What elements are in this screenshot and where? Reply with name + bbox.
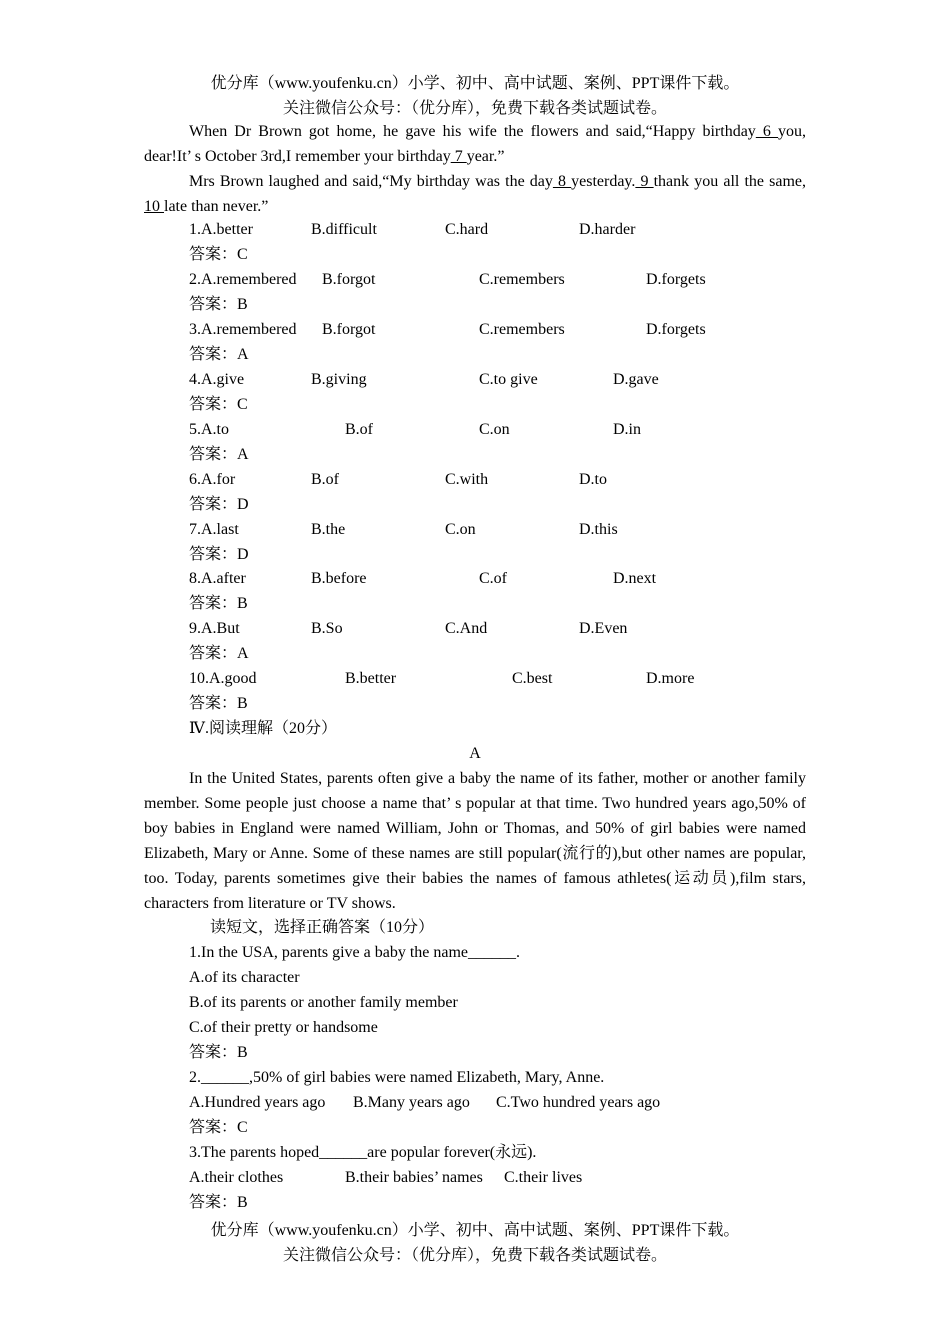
option-a: 8.A.after — [189, 570, 246, 587]
option-d: D.more — [646, 670, 695, 687]
option-c: C.remembers — [479, 321, 565, 338]
answer: 答案：B — [189, 1044, 248, 1061]
passage-text: you, dear!It’ s October 3rd,I remember your birthday — [144, 123, 806, 165]
option-b: B.of its parents or another family member — [189, 994, 458, 1011]
answer: 答案：C — [189, 396, 248, 413]
answer: 答案：A — [189, 346, 249, 363]
header-line-1: 优分库（www.youfenku.cn）小学、初中、高中试题、案例、PPT课件下载。 — [210, 75, 740, 92]
option-b: B.their babies’ names — [345, 1169, 483, 1186]
option-b: B.forgot — [322, 271, 376, 288]
option-c: C.on — [445, 521, 476, 538]
option-c: C.of their pretty or handsome — [189, 1019, 378, 1036]
option-c: C.with — [445, 471, 489, 488]
option-a: 5.A.to — [189, 421, 229, 438]
passage-text: year.” — [466, 148, 505, 165]
option-d: D.in — [613, 421, 641, 438]
answer: 答案：B — [189, 595, 248, 612]
option-c: C.on — [479, 421, 510, 438]
option-a: 6.A.for — [189, 471, 236, 488]
blank-7: 7 — [450, 148, 467, 165]
blank-10: 10 — [144, 198, 164, 215]
answer: 答案：B — [189, 1194, 248, 1211]
cloze-paragraph-2 — [144, 169, 806, 219]
option-d: D.Even — [579, 620, 628, 637]
option-c: C.their lives — [504, 1169, 583, 1186]
option-d: D.harder — [579, 221, 636, 238]
passage-text: When Dr Brown got home, he gave his wife the flowers and said,“Happy birthday — [189, 123, 756, 140]
option-a: 7.A.last — [189, 521, 239, 538]
option-b: B.giving — [311, 371, 367, 388]
answer: 答案：D — [189, 496, 249, 513]
option-c: C.remembers — [479, 271, 565, 288]
option-a: A.of its character — [189, 969, 300, 986]
question-stem: 1.In the USA, parents give a baby the name______. — [189, 944, 521, 961]
section-title: Ⅳ.阅读理解（20分） — [189, 720, 337, 737]
option-b: B.Many years ago — [353, 1094, 470, 1111]
option-b: B.of — [345, 421, 373, 438]
cloze-paragraph-1 — [144, 119, 806, 169]
option-d: D.forgets — [646, 321, 706, 338]
footer-line-1: 优分库（www.youfenku.cn）小学、初中、高中试题、案例、PPT课件下载。 — [210, 1222, 740, 1239]
option-c: C.Two hundred years ago — [496, 1094, 661, 1111]
blank-9: 9 — [635, 173, 654, 190]
option-a: A.their clothes — [189, 1169, 284, 1186]
blank-6: 6 — [755, 123, 778, 140]
option-d: D.forgets — [646, 271, 706, 288]
option-d: D.next — [613, 570, 657, 587]
blank-8: 8 — [552, 173, 572, 190]
option-a: 10.A.good — [189, 670, 257, 687]
option-a: 4.A.give — [189, 371, 245, 388]
reading-instruction: 读短文，选择正确答案（10分） — [210, 919, 435, 936]
question-stem: 2.______,50% of girl babies were named Elizabeth, Mary, Anne. — [189, 1069, 605, 1086]
answer: 答案：A — [189, 645, 249, 662]
option-a: 9.A.But — [189, 620, 240, 637]
option-a: 1.A.better — [189, 221, 253, 238]
section-part-label: A — [469, 745, 481, 762]
passage-text: late than never.” — [164, 198, 269, 215]
option-b: B.difficult — [311, 221, 377, 238]
footer-line-2: 关注微信公众号：（优分库），免费下载各类试题试卷。 — [282, 1247, 667, 1264]
option-b: B.of — [311, 471, 339, 488]
option-c: C.hard — [445, 221, 489, 238]
passage-text: yesterday. — [571, 173, 636, 190]
option-c: C.to give — [479, 371, 538, 388]
option-b: B.before — [311, 570, 367, 587]
answer: 答案：C — [189, 246, 248, 263]
answer: 答案：A — [189, 446, 249, 463]
option-c: C.of — [479, 570, 507, 587]
answer: 答案：C — [189, 1119, 248, 1136]
option-d: D.to — [579, 471, 607, 488]
option-b: B.So — [311, 620, 343, 637]
option-a: 2.A.remembered — [189, 271, 297, 288]
option-a: 3.A.remembered — [189, 321, 297, 338]
passage-text: thank you all the same, — [653, 173, 806, 190]
option-a: A.Hundred years ago — [189, 1094, 326, 1111]
answer: 答案：B — [189, 695, 248, 712]
reading-passage-text: In the United States, parents often give a baby the name of its father, mother or another family member. Some people just choose a name that’ s popular at that time. Two hundred years ago,50% of boy babies in England were named William, John or Thomas, and 50% of girl babies were named Elizabeth, Mary or Anne. Some of these names are still popular(流行的),but other names are popular, too. Today, parents sometimes give their babies the names of famous athletes(运动员),film stars, characters from literature or TV shows. — [144, 770, 806, 912]
answer: 答案：D — [189, 546, 249, 563]
option-c: C.And — [445, 620, 488, 637]
option-d: D.this — [579, 521, 618, 538]
option-d: D.gave — [613, 371, 659, 388]
passage-text: Mrs Brown laughed and said,“My birthday was the day — [189, 173, 553, 190]
option-b: B.forgot — [322, 321, 376, 338]
option-b: B.better — [345, 670, 397, 687]
header-line-2: 关注微信公众号：（优分库），免费下载各类试题试卷。 — [282, 100, 667, 117]
option-c: C.best — [512, 670, 553, 687]
answer: 答案：B — [189, 296, 248, 313]
reading-passage — [144, 766, 806, 916]
option-b: B.the — [311, 521, 346, 538]
question-stem: 3.The parents hoped______are popular forever(永远). — [189, 1144, 537, 1161]
